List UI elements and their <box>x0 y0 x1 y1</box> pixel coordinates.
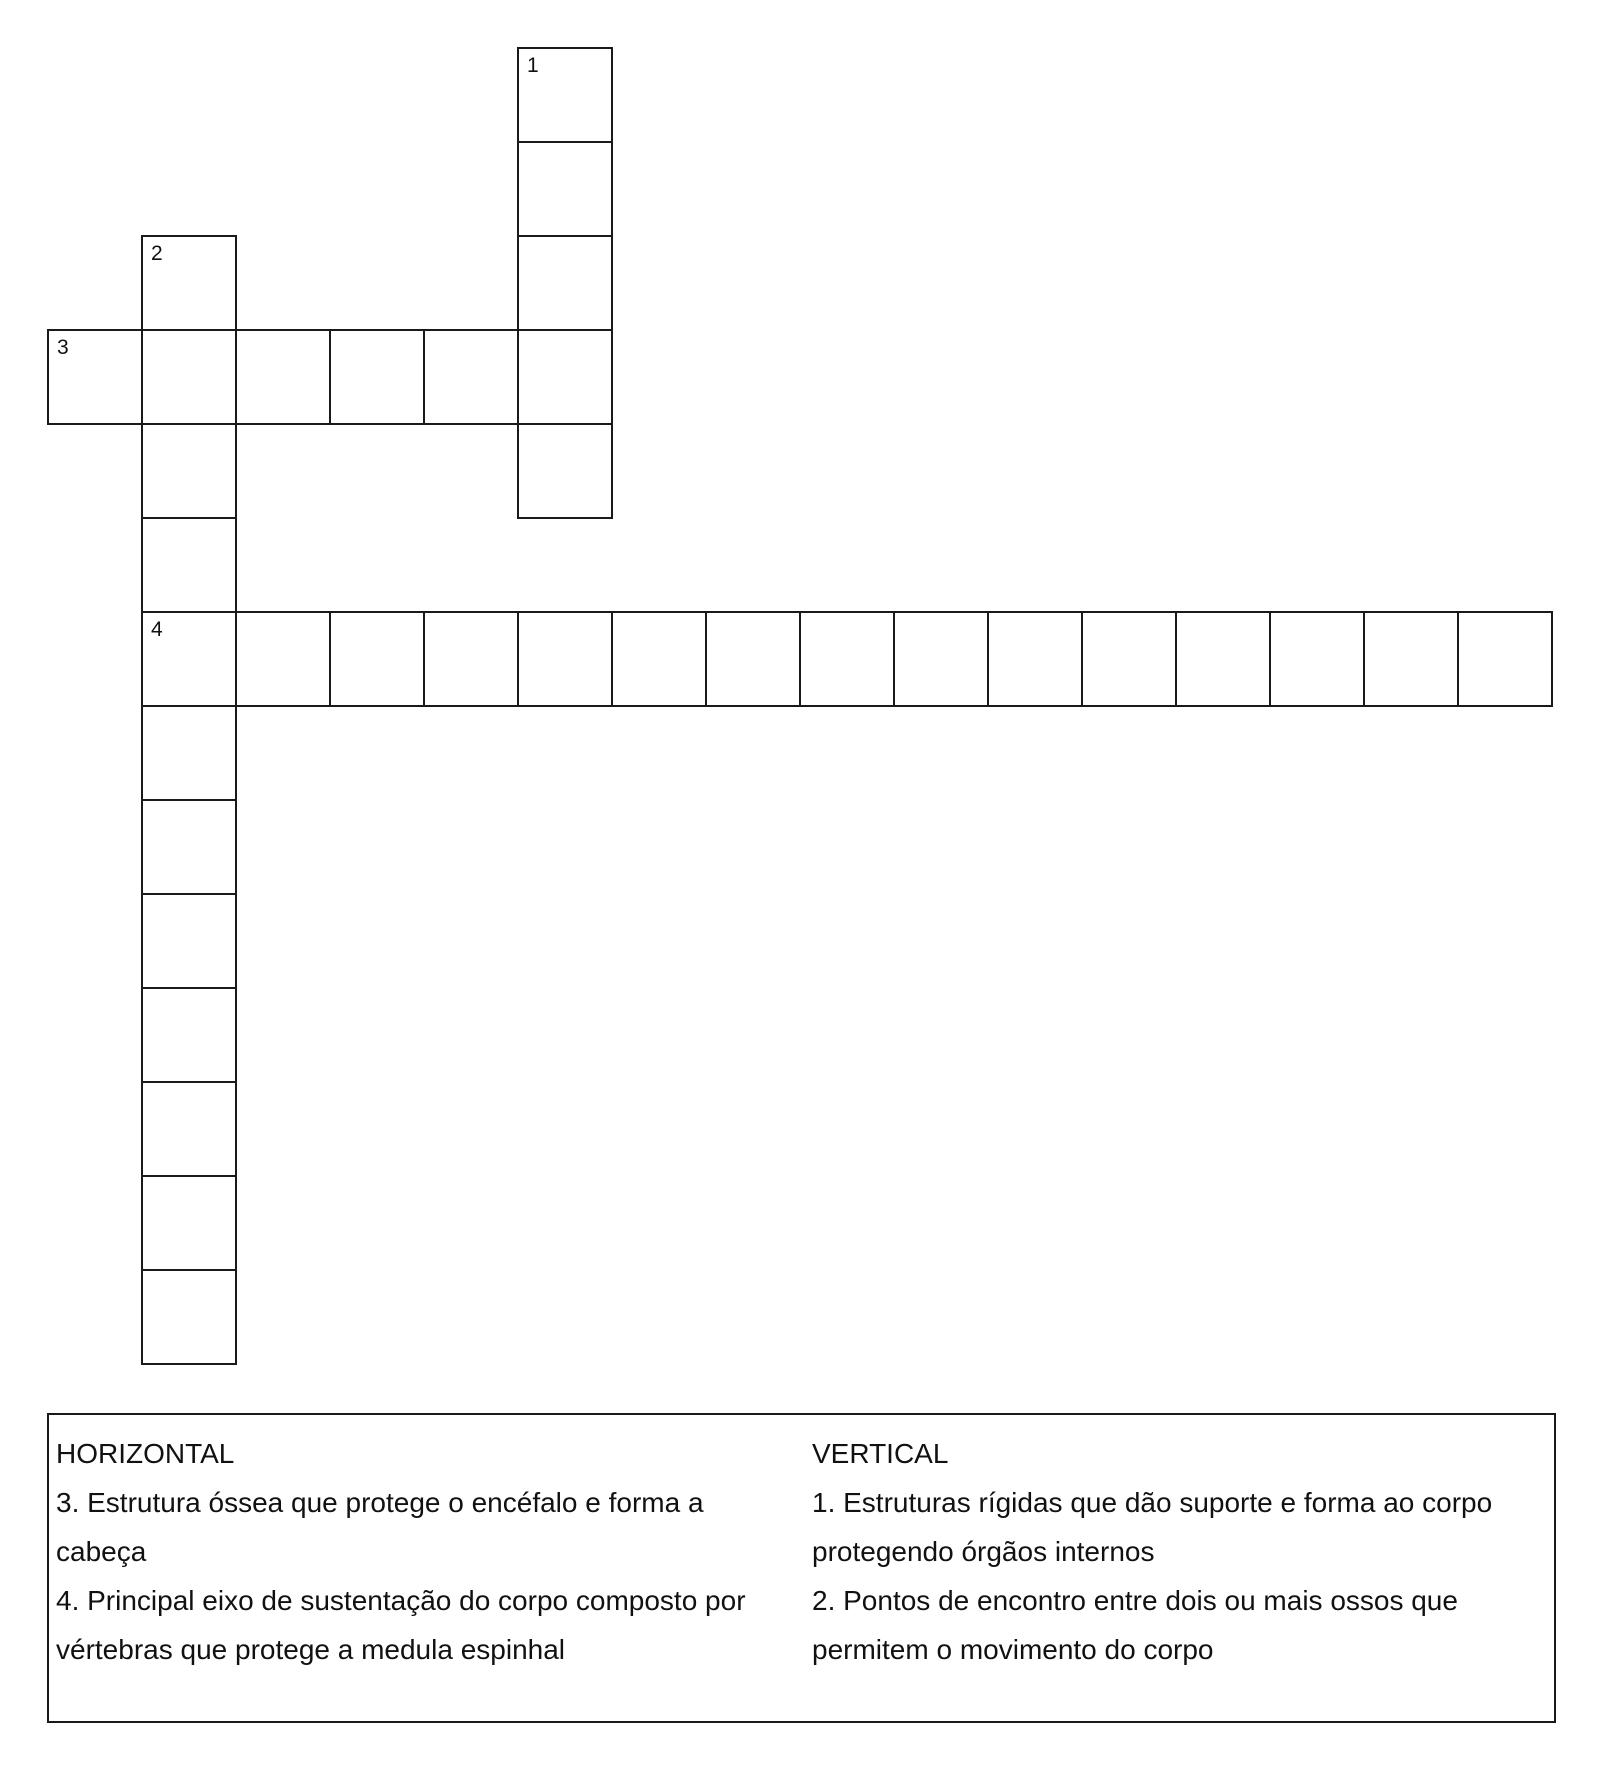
grid-cell[interactable] <box>517 611 613 707</box>
clue-number-4: 4 <box>151 618 163 641</box>
vertical-clues <box>812 1429 1552 1674</box>
grid-cell[interactable] <box>141 1081 237 1177</box>
grid-cell[interactable] <box>705 611 801 707</box>
grid-cell[interactable] <box>141 893 237 989</box>
grid-cell[interactable] <box>235 329 331 425</box>
clue-vertical-1: 1. Estruturas rígidas que dão suporte e forma ao corpo protegendo órgãos internos <box>812 1487 1493 1567</box>
grid-cell[interactable] <box>141 517 237 613</box>
vertical-heading: VERTICAL <box>812 1438 949 1469</box>
clue-vertical-2: 2. Pontos de encontro entre dois ou mais ossos que permitem o movimento do corpo <box>812 1585 1458 1665</box>
grid-cell[interactable] <box>611 611 707 707</box>
grid-cell[interactable] <box>1081 611 1177 707</box>
clue-number-2: 2 <box>151 242 163 265</box>
clue-horizontal-3: 3. Estrutura óssea que protege o encéfalo e forma a cabeça <box>56 1487 704 1567</box>
clue-horizontal-4: 4. Principal eixo de sustentação do corpo composto por vértebras que protege a medula espinhal <box>56 1585 746 1665</box>
grid-cell[interactable] <box>517 141 613 237</box>
grid-cell[interactable] <box>517 235 613 331</box>
grid-cell[interactable] <box>1363 611 1459 707</box>
clue-number-3: 3 <box>57 336 69 359</box>
grid-cell[interactable] <box>47 329 143 425</box>
grid-cell[interactable] <box>141 329 237 425</box>
grid-cell[interactable] <box>329 611 425 707</box>
grid-cell[interactable] <box>235 611 331 707</box>
horizontal-heading: HORIZONTAL <box>56 1438 235 1469</box>
grid-cell[interactable] <box>329 329 425 425</box>
grid-cell[interactable] <box>141 611 237 707</box>
clues-panel <box>47 1413 1556 1723</box>
grid-cell[interactable] <box>987 611 1083 707</box>
grid-cell[interactable] <box>141 987 237 1083</box>
grid-cell[interactable] <box>517 47 613 143</box>
horizontal-clues <box>56 1429 791 1674</box>
grid-cell[interactable] <box>141 799 237 895</box>
grid-cell[interactable] <box>141 1269 237 1365</box>
grid-cell[interactable] <box>423 611 519 707</box>
grid-cell[interactable] <box>141 705 237 801</box>
grid-cell[interactable] <box>517 423 613 519</box>
grid-cell[interactable] <box>141 423 237 519</box>
grid-cell[interactable] <box>141 235 237 331</box>
grid-cell[interactable] <box>1269 611 1365 707</box>
grid-cell[interactable] <box>423 329 519 425</box>
grid-cell[interactable] <box>1457 611 1553 707</box>
clue-number-1: 1 <box>527 54 539 77</box>
grid-cell[interactable] <box>1175 611 1271 707</box>
grid-cell[interactable] <box>799 611 895 707</box>
grid-cell[interactable] <box>893 611 989 707</box>
grid-cell[interactable] <box>517 329 613 425</box>
grid-cell[interactable] <box>141 1175 237 1271</box>
